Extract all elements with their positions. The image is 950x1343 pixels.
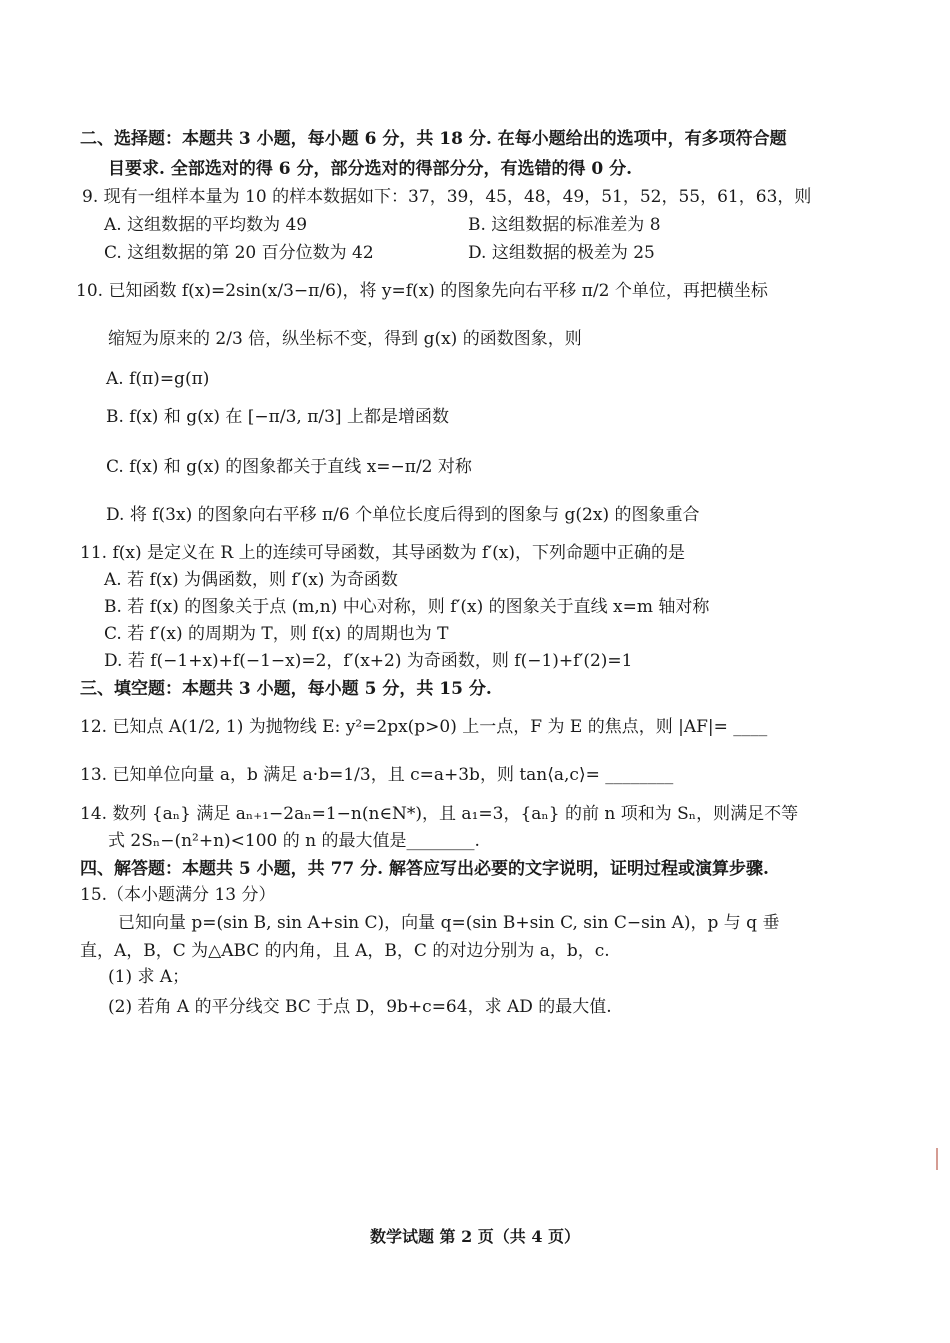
q15-line2: 直，A，B，C 为△ABC 的内角，且 A，B，C 的对边分别为 a，b，c.: [80, 941, 610, 961]
q11-option-a: A. 若 f(x) 为偶函数，则 f′(x) 为奇函数: [104, 570, 398, 590]
q13: 13. 已知单位向量 a，b 满足 a·b=1/3，且 c=a+3b，则 tan⟨a,c⟩= ________: [80, 765, 674, 785]
margin-stamp-mark: [936, 1148, 950, 1170]
page-footer: 数学试题 第 2 页（共 4 页）: [369, 1227, 581, 1246]
q10-stem-line1: 10. 已知函数 f(x)=2sin(x/3−π/6)，将 y=f(x) 的图象先向右平移 π/2 个单位，再把横坐标: [76, 281, 768, 301]
q15-part1: (1) 求 A；: [108, 967, 190, 987]
section2-header-line2: 目要求. 全部选对的得 6 分，部分选对的得部分分，有选错的得 0 分.: [108, 159, 633, 179]
section2-header-line1: 二、选择题：本题共 3 小题，每小题 6 分，共 18 分. 在每小题给出的选项中，有多项符合题: [80, 129, 787, 149]
q11-option-d: D. 若 f(−1+x)+f(−1−x)=2，f′(x+2) 为奇函数，则 f(−1)+f′(2)=1: [104, 651, 633, 671]
q12: 12. 已知点 A(1/2, 1) 为抛物线 E: y²=2px(p>0) 上一点，F 为 E 的焦点，则 |AF|= ____: [80, 717, 768, 737]
q10-option-b: B. f(x) 和 g(x) 在 [−π/3, π/3] 上都是增函数: [106, 407, 449, 427]
q9-stem: 9. 现有一组样本量为 10 的样本数据如下：37，39，45，48，49，51，52，55，61，63，则: [82, 187, 812, 207]
q11-option-c: C. 若 f′(x) 的周期为 T，则 f(x) 的周期也为 T: [104, 624, 449, 644]
q9-option-c: C. 这组数据的第 20 百分位数为 42: [104, 243, 374, 263]
q10-option-a: A. f(π)=g(π): [106, 369, 210, 389]
q15-title: 15.（本小题满分 13 分）: [80, 885, 276, 905]
q15-line1: 已知向量 p=(sin B, sin A+sin C)，向量 q=(sin B+sin C, sin C−sin A)，p 与 q 垂: [118, 913, 780, 933]
q11-option-b: B. 若 f(x) 的图象关于点 (m,n) 中心对称，则 f′(x) 的图象关于直线 x=m 轴对称: [104, 597, 710, 617]
section4-header: 四、解答题：本题共 5 小题，共 77 分. 解答应写出必要的文字说明，证明过程或演算步骤.: [80, 859, 769, 879]
q9-option-b: B. 这组数据的标准差为 8: [468, 215, 661, 235]
q14-line2: 式 2Sₙ−(n²+n)<100 的 n 的最大值是________.: [108, 831, 480, 851]
q14-line1: 14. 数列 {aₙ} 满足 aₙ₊₁−2aₙ=1−n(n∈N*)，且 a₁=3，{aₙ} 的前 n 项和为 Sₙ，则满足不等: [80, 804, 799, 824]
section3-header: 三、填空题：本题共 3 小题，每小题 5 分，共 15 分.: [80, 679, 492, 699]
q10-stem-line2: 缩短为原来的 2/3 倍，纵坐标不变，得到 g(x) 的函数图象，则: [108, 329, 582, 349]
q11-stem: 11. f(x) 是定义在 R 上的连续可导函数，其导函数为 f′(x)，下列命题中正确的是: [80, 543, 686, 563]
q15-part2: (2) 若角 A 的平分线交 BC 于点 D，9b+c=64，求 AD 的最大值.: [108, 997, 612, 1017]
q9-option-a: A. 这组数据的平均数为 49: [104, 215, 308, 235]
q9-option-d: D. 这组数据的极差为 25: [468, 243, 655, 263]
q10-option-c: C. f(x) 和 g(x) 的图象都关于直线 x=−π/2 对称: [106, 457, 472, 477]
q10-option-d: D. 将 f(3x) 的图象向右平移 π/6 个单位长度后得到的图象与 g(2x) 的图象重合: [106, 505, 700, 525]
